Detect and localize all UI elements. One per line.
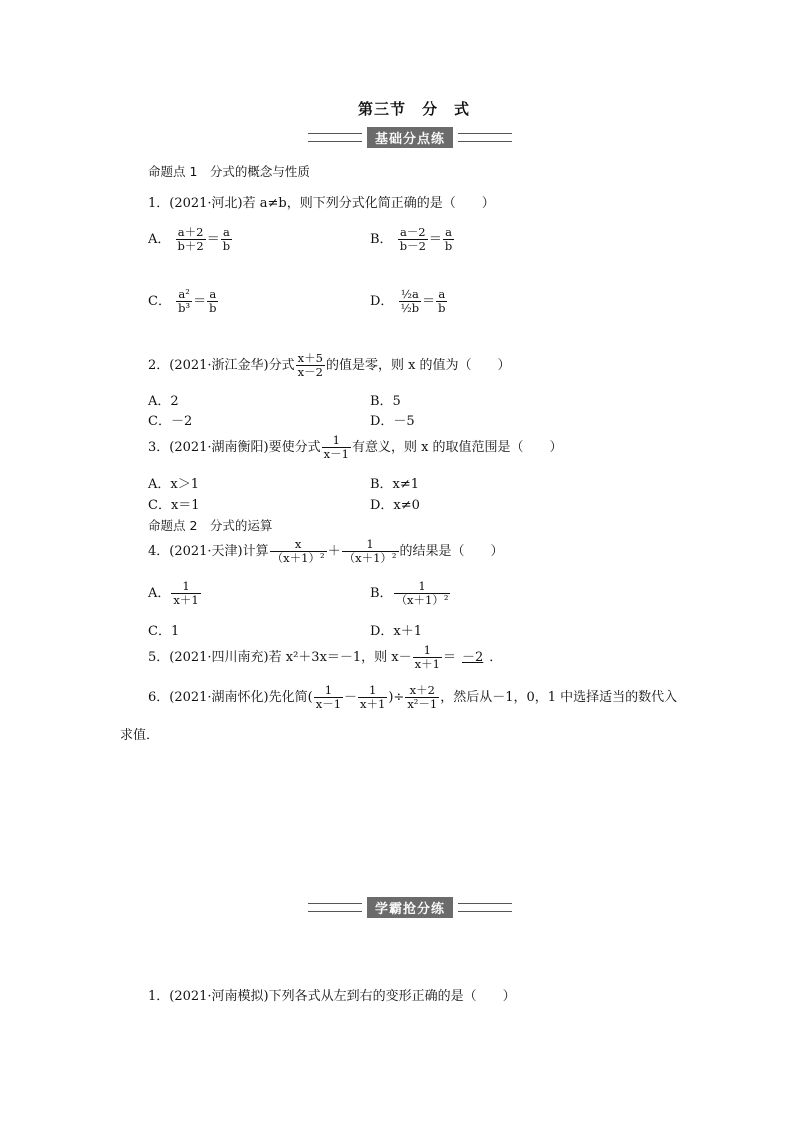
fraction: $\frac{a}{b}$ — [444, 225, 453, 253]
fraction: $\frac{a}{b}$ — [438, 287, 446, 315]
page-title: 第三节 分 式 — [358, 100, 471, 118]
q4-option-b: B． $\frac{1}{\text{（x＋1）²}}$ — [370, 579, 449, 607]
fraction: $\frac{a-2}{b-2}$ — [399, 225, 426, 253]
q2-option-c: C．－2 — [148, 414, 193, 429]
fraction: $\frac{1}{x+1}$ — [173, 579, 199, 607]
question-3-stem: 3．(2021·湖南衡阳)要使分式 $\frac{1}{x-1}$ 有意义，则 x 的取值范围是（ ） — [148, 433, 563, 461]
question-1-stem: 1．(2021·河北)若 a≠b，则下列分式化简正确的是（ ） — [148, 196, 495, 211]
fraction: $\frac{1}{x-1}$ — [315, 683, 342, 711]
answer-blank: －2 — [461, 650, 484, 665]
q3-option-a: A．x＞1 — [148, 477, 199, 492]
banner-left-lines — [308, 133, 362, 142]
banner-right-lines — [458, 133, 512, 142]
fraction: $\frac{1}{x+1}$ — [360, 683, 386, 711]
fraction: $\frac{a}{b}$ — [222, 225, 231, 253]
banner-right-lines — [458, 903, 512, 912]
q2-option-b: B．5 — [370, 394, 401, 409]
banner-label: 学霸抢分练 — [367, 897, 453, 918]
question-6-line2: 求值． — [120, 728, 160, 743]
section-banner-basic — [308, 128, 512, 146]
q1-option-b: B． $\frac{a-2}{b-2}$ ＝ $\frac{a}{b}$ — [370, 225, 453, 253]
fraction: $\frac{1}{x+1}$ — [414, 643, 440, 671]
fraction: $\frac{a}{b}$ — [209, 287, 217, 315]
advanced-question-1-stem: 1．(2021·河南模拟)下列各式从左到右的变形正确的是（ ） — [148, 989, 516, 1004]
q2-option-d: D．－5 — [370, 414, 415, 429]
q3-option-d: D．x≠0 — [370, 498, 420, 513]
q1-option-a: A． $\frac{a+2}{b+2}$ ＝ $\frac{a}{b}$ — [148, 225, 231, 253]
fraction: $\frac{x}{\text{（x＋1）²}}$ — [271, 537, 325, 565]
q4-option-c: C．1 — [148, 624, 180, 639]
q3-option-c: C．x＝1 — [148, 498, 200, 513]
section-heading-2: 命题点 2 分式的运算 — [148, 518, 273, 533]
banner-label: 基础分点练 — [367, 127, 453, 148]
fraction: $\frac{1}{\text{（x＋1）²}}$ — [395, 579, 449, 607]
section-banner-advanced — [308, 898, 512, 916]
q1-option-d: D． $\frac{\text{½a}}{\text{½b}}$ ＝ $\frac{a}{b}$ — [370, 287, 446, 315]
question-5-stem: 5．(2021·四川南充)若 x²＋3x＝－1，则 x－ $\frac{1}{x+1}$ ＝ －2 ． — [148, 643, 503, 671]
fraction: $\frac{1}{x-1}$ — [323, 433, 349, 461]
question-4-stem: 4．(2021·天津)计算 $\frac{x}{\text{（x＋1）²}}$ ＋ $\frac{1}{\text{（x＋1）²}}$ 的结果是（ ） — [148, 537, 504, 565]
banner-left-lines — [308, 903, 362, 912]
q1-option-c: C． $\frac{\text{a²}}{\text{b³}}$ ＝ $\frac{a}{b}$ — [148, 287, 217, 315]
q2-option-a: A．2 — [148, 394, 179, 409]
fraction: $\frac{\text{a²}}{\text{b³}}$ — [178, 287, 191, 315]
q4-option-a: A． $\frac{1}{x+1}$ — [148, 579, 199, 607]
fraction: $\frac{x+5}{x-2}$ — [297, 351, 323, 379]
section-heading-1: 命题点 1 分式的概念与性质 — [148, 164, 310, 179]
question-2-stem: 2．(2021·浙江金华)分式 $\frac{x+5}{x-2}$ 的值是零，则 x 的值为（ ） — [148, 351, 511, 379]
fraction: $\frac{a+2}{b+2}$ — [177, 225, 204, 253]
fraction: $\frac{1}{\text{（x＋1）²}}$ — [343, 537, 397, 565]
fraction: $\frac{x+2}{\text{x²－1}}$ — [407, 683, 438, 711]
compound-fraction: $\frac{\text{½a}}{\text{½b}}$ — [400, 287, 420, 315]
q4-option-d: D．x＋1 — [370, 624, 423, 639]
q3-option-b: B．x≠1 — [370, 477, 420, 492]
question-6-stem: 6．(2021·湖南怀化)先化简( $\frac{1}{x-1}$ － $\frac{1}{x+1}$ )÷ $\frac{x+2}{\text{x²－1}}$ ，然后从－1，0，1 中选择适当的数代入 — [148, 683, 678, 711]
